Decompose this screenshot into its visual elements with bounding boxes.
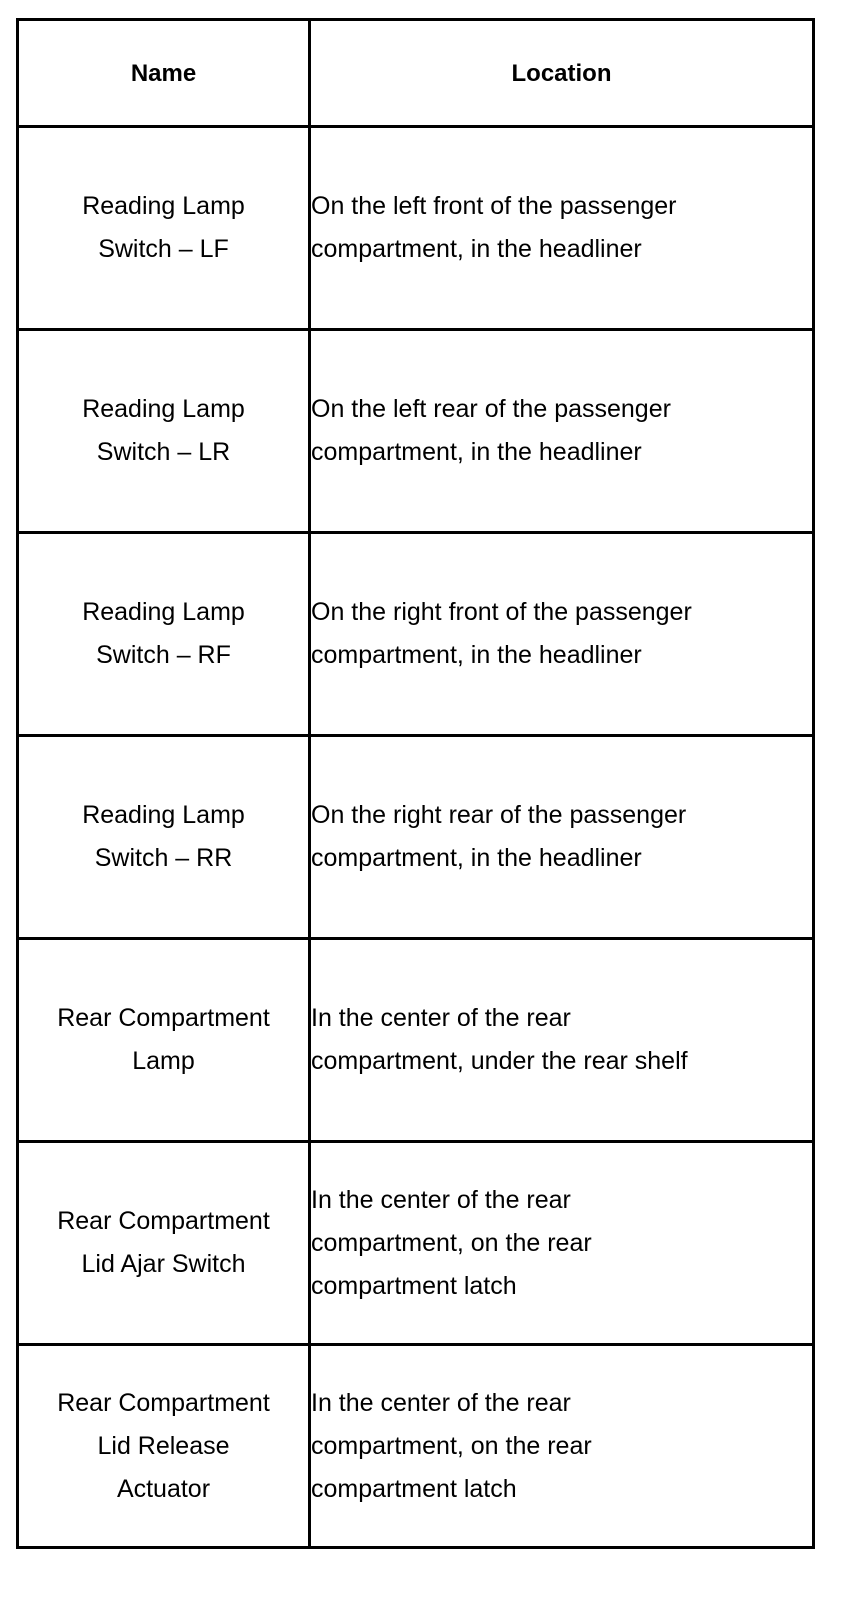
component-location-table bbox=[16, 18, 815, 1549]
name-cell bbox=[18, 1142, 310, 1345]
location-line: In the center of the rear bbox=[311, 1388, 571, 1417]
location-line: compartment, in the headliner bbox=[311, 235, 642, 263]
location-line: compartment, in the headliner bbox=[311, 641, 642, 669]
name-line: Reading Lamp bbox=[82, 598, 245, 626]
location-cell bbox=[310, 127, 814, 330]
location-line: On the right front of the passenger bbox=[311, 598, 692, 626]
location-line: compartment, on the rear bbox=[311, 1431, 592, 1460]
name-cell bbox=[18, 533, 310, 736]
table-row bbox=[18, 533, 814, 736]
table-row bbox=[18, 330, 814, 533]
location-line: compartment, under the rear shelf bbox=[311, 1047, 688, 1075]
name-cell bbox=[18, 127, 310, 330]
name-line: Lid Ajar Switch bbox=[81, 1250, 246, 1278]
location-line: compartment, on the rear bbox=[311, 1228, 592, 1257]
location-line: In the center of the rear bbox=[311, 1185, 571, 1214]
name-line: Switch – RF bbox=[96, 641, 231, 669]
location-line: compartment, in the headliner bbox=[311, 844, 642, 872]
table-row bbox=[18, 939, 814, 1142]
name-cell bbox=[18, 939, 310, 1142]
location-cell bbox=[310, 1345, 814, 1548]
location-line: On the right rear of the passenger bbox=[311, 801, 687, 829]
location-cell bbox=[310, 736, 814, 939]
name-line: Rear Compartment bbox=[57, 1004, 270, 1032]
location-cell bbox=[310, 1142, 814, 1345]
name-line: Reading Lamp bbox=[82, 395, 245, 423]
location-line: On the left rear of the passenger bbox=[311, 395, 671, 423]
name-line: Rear Compartment bbox=[57, 1388, 270, 1417]
name-cell bbox=[18, 1345, 310, 1548]
name-line: Rear Compartment bbox=[57, 1207, 270, 1235]
location-cell bbox=[310, 939, 814, 1142]
name-line: Reading Lamp bbox=[82, 192, 245, 220]
name-line: Switch – LF bbox=[98, 235, 229, 263]
location-line: compartment latch bbox=[311, 1271, 517, 1300]
location-cell bbox=[310, 330, 814, 533]
location-line: compartment, in the headliner bbox=[311, 438, 642, 466]
name-line: Lamp bbox=[132, 1047, 195, 1075]
table-row bbox=[18, 1142, 814, 1345]
column-header-location: Location bbox=[310, 20, 814, 127]
name-line: Lid Release bbox=[97, 1431, 230, 1460]
name-cell bbox=[18, 330, 310, 533]
location-line: In the center of the rear bbox=[311, 1004, 571, 1032]
location-line: On the left front of the passenger bbox=[311, 192, 677, 220]
location-cell bbox=[310, 533, 814, 736]
column-header-name: Name bbox=[18, 20, 310, 127]
name-line: Switch – RR bbox=[94, 844, 233, 872]
name-line: Actuator bbox=[116, 1474, 211, 1503]
name-line: Switch – LR bbox=[96, 438, 231, 466]
name-line: Reading Lamp bbox=[82, 801, 245, 829]
location-line: compartment latch bbox=[311, 1474, 517, 1503]
table-row bbox=[18, 127, 814, 330]
name-cell bbox=[18, 736, 310, 939]
table-header-row bbox=[18, 20, 814, 127]
table-row bbox=[18, 736, 814, 939]
table-row bbox=[18, 1345, 814, 1548]
